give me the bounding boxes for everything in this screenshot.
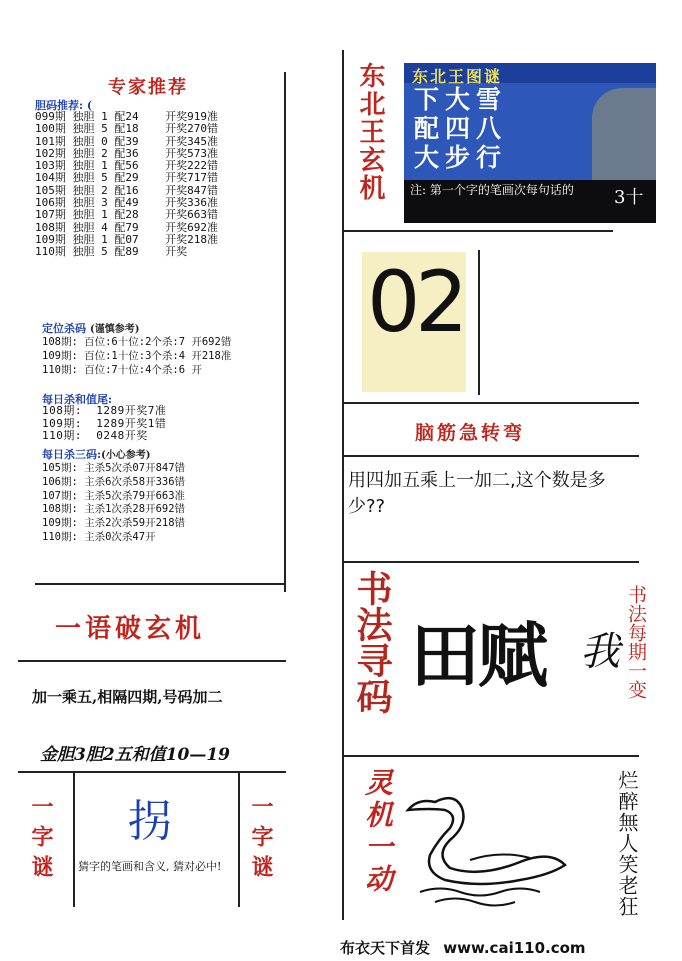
dingwei-list — [42, 336, 231, 377]
banner-heading: 东北王图谜 — [412, 67, 503, 86]
dan-row: 108期 独胆 4 配79 开奖692准 — [35, 220, 218, 234]
daily-row: 108期: 1289开奖7准 — [42, 404, 167, 417]
left-column-border — [284, 72, 286, 592]
footer-slogan: 布衣天下首发 — [340, 939, 431, 957]
divider-r2 — [343, 402, 639, 404]
dan-row: 103期 独胆 1 配56 开奖222错 — [35, 159, 218, 173]
daily-row: 109期: 1289开奖1错 — [42, 416, 167, 430]
dan-row: 099期 独胆 1 配24 开奖919准 — [35, 110, 218, 123]
dingwei-heading-label: 定位杀码 — [42, 322, 86, 335]
divider-r4 — [343, 561, 639, 563]
shufa-title: 书法寻码 — [351, 570, 393, 714]
dan-row: 104期 独胆 5 配29 开奖717错 — [35, 171, 218, 185]
dingwei-row: 110期: 百位:7十位:4个杀:6 开 — [42, 363, 202, 376]
banner-note: 注: 第一个字的笔画次每句话的 — [410, 183, 574, 197]
sanma-row: 108期: 主杀1次杀28开692错 — [42, 503, 186, 516]
right-column-border — [342, 50, 344, 920]
dan-heading: 胆码推荐: ( — [35, 99, 93, 112]
yiyu-title: 一语破玄机 — [55, 614, 206, 644]
dingwei-heading — [42, 320, 139, 336]
yizi-left-border — [73, 772, 75, 907]
sanma-list — [42, 462, 185, 545]
brain-text: 用四加五乘上一加二,这个数是多少?? — [348, 470, 606, 517]
dingwei-note: (谨慎参考) — [90, 324, 140, 335]
dan-row: 100期 独胆 5 配18 开奖270错 — [35, 122, 218, 136]
gold-text: 金胆3胆2五和值10—19 — [40, 745, 230, 765]
statue-icon — [592, 88, 656, 183]
footer — [340, 937, 586, 958]
divider-1 — [35, 583, 285, 585]
sanma-row: 107期: 主杀5次杀79开663准 — [42, 489, 186, 502]
expert-title: 专家推荐 — [108, 77, 188, 98]
sanma-heading-label: 每日杀三码: — [42, 448, 102, 461]
poem-text: 烂醉無人笑老狂 — [615, 770, 639, 917]
dan-row: 101期 独胆 0 配39 开奖345准 — [35, 134, 218, 148]
dan-row: 102期 独胆 2 配36 开奖573准 — [35, 146, 218, 160]
yizi-hint: 猜字的笔画和含义, 猜对必中! — [78, 860, 222, 873]
lingji-title: 灵机一动 — [361, 768, 394, 896]
number-1: 2 — [415, 253, 469, 351]
dingwei-row: 108期: 百位:6十位:2个杀:7 开692错 — [42, 336, 232, 348]
banner-line: 配四八 — [414, 114, 508, 143]
dingwei-row: 109期: 百位:1十位:3个杀:4 开218准 — [42, 349, 232, 362]
divider-3 — [18, 771, 286, 773]
dan-row: 105期 独胆 2 配16 开奖847错 — [35, 183, 218, 197]
xuanji-title: 东北王玄机 — [355, 62, 385, 202]
daily-list — [42, 405, 166, 443]
sanma-heading — [42, 446, 151, 462]
footer-site: www.cai110.com — [443, 939, 586, 957]
dan-row: 106期 独胆 3 配49 开奖336准 — [35, 196, 218, 210]
banner-lines — [414, 85, 507, 172]
dan-row: 110期 独胆 5 配89 开奖 — [35, 245, 188, 259]
divider-2 — [18, 660, 286, 662]
daily-heading: 每日杀和值尾: — [42, 393, 113, 406]
divider-r3 — [343, 455, 639, 457]
shufa-seal: 我 — [580, 629, 620, 675]
swan-icon — [400, 780, 580, 910]
banner-line: 大步行 — [414, 143, 508, 172]
sanma-row: 105期: 主杀5次杀07开847错 — [42, 462, 186, 474]
shufa-side: 书法每期一变 — [625, 585, 647, 699]
yizi-right-border — [238, 772, 240, 907]
sanma-row: 106期: 主杀6次杀58开336错 — [42, 475, 186, 488]
daily-row: 110期: 0248开奖 — [42, 429, 148, 442]
number-box-border — [478, 250, 480, 395]
number-0: 0 — [367, 253, 421, 351]
divider-r5 — [343, 755, 639, 757]
sanma-row: 110期: 主杀0次杀47开 — [42, 530, 156, 543]
yizi-label-left: 一字谜 — [28, 795, 54, 885]
dan-row: 107期 独胆 1 配28 开奖663错 — [35, 208, 218, 222]
sanma-row: 109期: 主杀2次杀59开218错 — [42, 517, 186, 530]
brain-title: 脑筋急转弯 — [415, 422, 526, 444]
yiyu-text: 加一乘五,相隔四期,号码加二 — [32, 688, 223, 706]
sanma-note: (小心参考) — [101, 450, 151, 461]
yizi-char: 拐 — [128, 796, 172, 847]
banner-mark: 3十 — [614, 187, 644, 208]
yizi-label-right: 一字谜 — [248, 795, 274, 885]
divider-r1 — [343, 230, 613, 232]
dan-row: 109期 独胆 1 配07 开奖218准 — [35, 232, 218, 246]
dan-list — [35, 111, 218, 259]
shufa-chars: 田赋 — [410, 614, 546, 697]
banner-line: 下大雪 — [414, 85, 508, 114]
banner — [404, 63, 656, 223]
